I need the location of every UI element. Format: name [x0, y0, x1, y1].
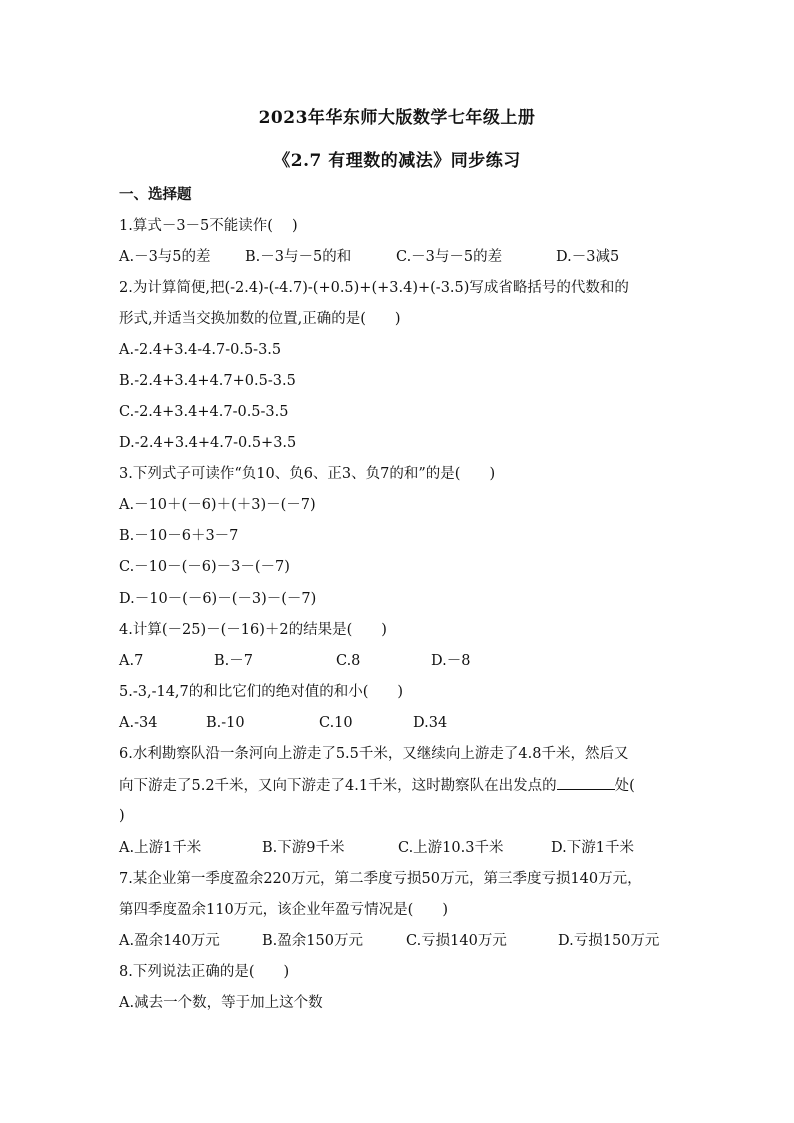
question-7-option-c: C.亏损140万元: [406, 933, 507, 949]
section-heading: 一、选择题: [119, 186, 192, 203]
question-6-stem-line3: ): [119, 808, 125, 824]
question-1-option-d: D.－3减5: [556, 249, 620, 265]
question-7-option-d: D.亏损150万元: [558, 933, 660, 949]
question-7-option-b: B.盈余150万元: [262, 933, 363, 949]
question-7-stem-line1: 7.某企业第一季度盈余220万元，第二季度亏损50万元，第三季度亏损140万元，: [119, 871, 642, 887]
question-1-option-c: C.－3与－5的差: [396, 249, 503, 265]
question-2-stem-line2: 形式,并适当交换加数的位置,正确的是( ): [119, 311, 401, 327]
question-6-option-b: B.下游9千米: [262, 840, 345, 856]
question-8-option-a: A.减去一个数，等于加上这个数: [119, 995, 323, 1011]
question-7-stem-line2: 第四季度盈余110万元，该企业年盈亏情况是( ): [119, 902, 448, 918]
question-3-option-c: C.－10－(－6)－3－(－7): [119, 559, 290, 575]
question-1-option-a: A.－3与5的差: [119, 249, 211, 265]
document-subtitle: 《2.7 有理数的减法》同步练习: [273, 151, 521, 171]
question-2-stem-line1: 2.为计算简便,把(-2.4)-(-4.7)-(+0.5)+(+3.4)+(-3.5)写成省略括号的代数和的: [119, 280, 629, 296]
question-6-stem-line1: 6.水利勘察队沿一条河向上游走了5.5千米，又继续向上游走了4.8千米，然后又: [119, 746, 629, 762]
question-6-option-c: C.上游10.3千米: [398, 840, 504, 856]
question-6-stem-line2-text: 向下游走了5.2千米，又向下游走了4.1千米，这时勘察队在出发点的: [119, 778, 557, 794]
question-4-stem: 4.计算(－25)－(－16)＋2的结果是( ): [119, 622, 387, 638]
question-3-option-d: D.－10－(－6)－(－3)－(－7): [119, 591, 317, 607]
question-2-option-b: B.-2.4+3.4+4.7+0.5-3.5: [119, 373, 296, 389]
question-6-option-d: D.下游1千米: [551, 840, 634, 856]
question-5-option-a: A.-34: [119, 715, 158, 731]
question-4-option-a: A.7: [119, 653, 144, 669]
question-6-option-a: A.上游1千米: [119, 840, 202, 856]
question-8-stem: 8.下列说法正确的是( ): [119, 964, 290, 980]
document-title: 2023年华东师大版数学七年级上册: [258, 108, 536, 128]
question-5-option-d: D.34: [413, 715, 448, 731]
question-2-option-c: C.-2.4+3.4+4.7-0.5-3.5: [119, 404, 289, 420]
question-1-option-b: B.－3与－5的和: [245, 249, 352, 265]
question-3-option-b: B.－10－6＋3－7: [119, 528, 239, 544]
question-5-option-b: B.-10: [206, 715, 245, 731]
question-7-option-a: A.盈余140万元: [119, 933, 220, 949]
question-5-stem: 5.-3,-14,7的和比它们的绝对值的和小( ): [119, 684, 404, 700]
question-4-option-d: D.－8: [431, 653, 471, 669]
question-4-option-c: C.8: [336, 653, 361, 669]
question-5-option-c: C.10: [319, 715, 353, 731]
question-2-option-d: D.-2.4+3.4+4.7-0.5+3.5: [119, 435, 297, 451]
question-1-stem: 1.算式－3－5不能读作( ): [119, 218, 298, 234]
answer-blank: [557, 775, 615, 790]
question-6-stem-line2: [119, 775, 635, 796]
question-3-stem: 3.下列式子可读作“负10、负6、正3、负7的和”的是( ): [119, 466, 496, 482]
question-2-option-a: A.-2.4+3.4-4.7-0.5-3.5: [119, 342, 282, 358]
question-4-option-b: B.－7: [214, 653, 253, 669]
question-3-option-a: A.－10＋(－6)＋(＋3)－(－7): [119, 497, 316, 513]
question-6-stem-line2-tail: 处(: [614, 778, 635, 794]
